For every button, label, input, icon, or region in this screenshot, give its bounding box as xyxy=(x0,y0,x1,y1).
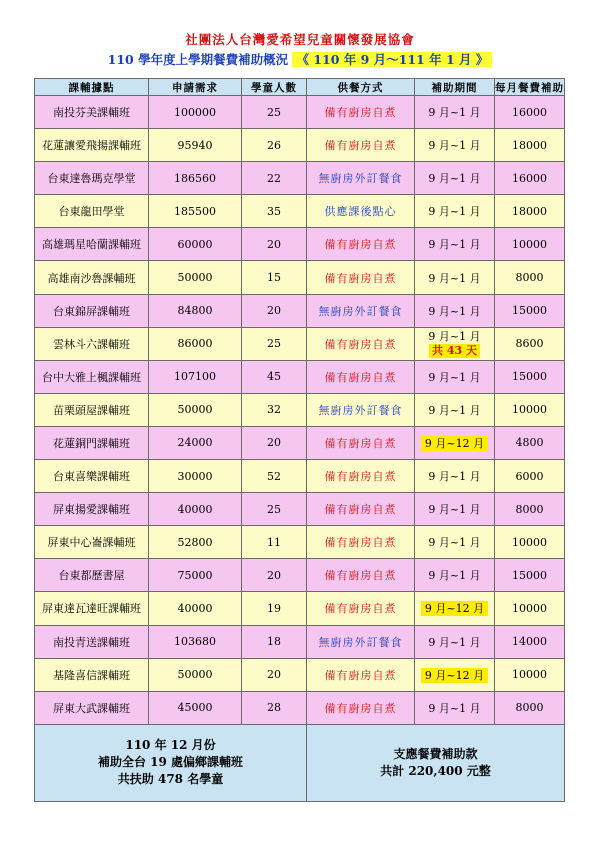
cell-students: 20 xyxy=(242,228,307,261)
cell-request: 84800 xyxy=(149,294,242,327)
cell-period xyxy=(415,393,495,426)
cell-period xyxy=(415,592,495,625)
cell-monthly: 18000 xyxy=(495,195,565,228)
table-row xyxy=(35,658,565,691)
table-row xyxy=(35,294,565,327)
summary-right xyxy=(307,724,565,801)
subtitle-text: 110 學年度上學期餐費補助概況 xyxy=(107,52,289,67)
table-row xyxy=(35,625,565,658)
cell-meal: 備有廚房自煮 xyxy=(307,493,415,526)
cell-monthly: 15000 xyxy=(495,360,565,393)
cell-request: 50000 xyxy=(149,658,242,691)
cell-monthly: 10000 xyxy=(495,592,565,625)
table-row xyxy=(35,129,565,162)
cell-request: 45000 xyxy=(149,691,242,724)
period-text: 9 月~1 月 xyxy=(428,329,481,343)
cell-request: 185500 xyxy=(149,195,242,228)
subsidy-table xyxy=(34,78,565,802)
table-row xyxy=(35,526,565,559)
cell-request: 40000 xyxy=(149,493,242,526)
cell-period xyxy=(415,360,495,393)
cell-request: 86000 xyxy=(149,327,242,360)
period-text: 9 月~1 月 xyxy=(428,205,481,219)
cell-students: 20 xyxy=(242,426,307,459)
cell-monthly: 6000 xyxy=(495,460,565,493)
summary-left xyxy=(35,724,307,801)
cell-period xyxy=(415,228,495,261)
org-title: 社團法人台灣愛希望兒童關懷發展協會 xyxy=(185,32,415,47)
col-header-meal: 供餐方式 xyxy=(307,79,415,96)
cell-request: 24000 xyxy=(149,426,242,459)
cell-students: 32 xyxy=(242,393,307,426)
table-row xyxy=(35,96,565,129)
cell-period xyxy=(415,129,495,162)
cell-meal: 備有廚房自煮 xyxy=(307,658,415,691)
cell-site: 高雄南沙魯課輔班 xyxy=(35,261,149,294)
period-text: 9 月~1 月 xyxy=(428,370,481,384)
cell-request: 52800 xyxy=(149,526,242,559)
table-header-row xyxy=(35,79,565,96)
cell-monthly: 8000 xyxy=(495,493,565,526)
cell-meal: 無廚房外訂餐食 xyxy=(307,294,415,327)
cell-request: 95940 xyxy=(149,129,242,162)
cell-students: 45 xyxy=(242,360,307,393)
col-header-site: 課輔據點 xyxy=(35,79,149,96)
cell-site: 南投芬美課輔班 xyxy=(35,96,149,129)
summary-month: 110 年 12 月份 xyxy=(125,738,216,753)
cell-monthly: 15000 xyxy=(495,559,565,592)
cell-period xyxy=(415,493,495,526)
cell-meal: 備有廚房自煮 xyxy=(307,129,415,162)
cell-monthly: 4800 xyxy=(495,426,565,459)
period-text: 9 月~1 月 xyxy=(428,139,481,153)
cell-students: 25 xyxy=(242,493,307,526)
cell-request: 186560 xyxy=(149,162,242,195)
period-text: 9 月~1 月 xyxy=(428,172,481,186)
period-text: 9 月~12 月 xyxy=(421,668,488,683)
cell-meal: 無廚房外訂餐食 xyxy=(307,625,415,658)
cell-site: 屏東揚愛課輔班 xyxy=(35,493,149,526)
cell-meal: 備有廚房自煮 xyxy=(307,261,415,294)
table-body xyxy=(35,96,565,725)
table-row xyxy=(35,393,565,426)
cell-meal: 備有廚房自煮 xyxy=(307,426,415,459)
period-text: 9 月~1 月 xyxy=(428,271,481,285)
period-text: 9 月~1 月 xyxy=(428,635,481,649)
table-row xyxy=(35,460,565,493)
cell-period xyxy=(415,460,495,493)
cell-site: 花蓮銅門課輔班 xyxy=(35,426,149,459)
cell-meal: 備有廚房自煮 xyxy=(307,327,415,360)
col-header-request: 申請需求 xyxy=(149,79,242,96)
table-row xyxy=(35,195,565,228)
cell-monthly: 8000 xyxy=(495,261,565,294)
cell-students: 25 xyxy=(242,96,307,129)
cell-students: 11 xyxy=(242,526,307,559)
table-row xyxy=(35,559,565,592)
summary-total: 共計 220,400 元整 xyxy=(380,763,491,778)
cell-meal: 供應課後點心 xyxy=(307,195,415,228)
cell-site: 基隆喜信課輔班 xyxy=(35,658,149,691)
cell-monthly: 10000 xyxy=(495,228,565,261)
cell-period xyxy=(415,691,495,724)
cell-students: 52 xyxy=(242,460,307,493)
cell-request: 50000 xyxy=(149,393,242,426)
col-header-period: 補助期間 xyxy=(415,79,495,96)
cell-site: 雲林斗六課輔班 xyxy=(35,327,149,360)
cell-monthly: 8000 xyxy=(495,691,565,724)
cell-monthly: 15000 xyxy=(495,294,565,327)
cell-students: 20 xyxy=(242,658,307,691)
table-row xyxy=(35,592,565,625)
table-row xyxy=(35,327,565,360)
cell-period xyxy=(415,294,495,327)
cell-request: 50000 xyxy=(149,261,242,294)
cell-meal: 備有廚房自煮 xyxy=(307,96,415,129)
cell-meal: 無廚房外訂餐食 xyxy=(307,393,415,426)
cell-meal: 無廚房外訂餐食 xyxy=(307,162,415,195)
period-text: 9 月~1 月 xyxy=(428,701,481,715)
period-text: 9 月~1 月 xyxy=(428,503,481,517)
period-text: 9 月~1 月 xyxy=(428,238,481,252)
col-header-monthly: 每月餐費補助 xyxy=(495,79,565,96)
cell-students: 28 xyxy=(242,691,307,724)
cell-meal: 備有廚房自煮 xyxy=(307,360,415,393)
period-text: 9 月~1 月 xyxy=(428,470,481,484)
cell-request: 100000 xyxy=(149,96,242,129)
cell-request: 30000 xyxy=(149,460,242,493)
cell-site: 花蓮讓愛飛揚課輔班 xyxy=(35,129,149,162)
cell-meal: 備有廚房自煮 xyxy=(307,526,415,559)
summary-subsidy-label: 支應餐費補助款 xyxy=(393,746,478,761)
report-subtitle xyxy=(0,50,600,68)
cell-site: 高雄瑪星哈蘭課輔班 xyxy=(35,228,149,261)
cell-monthly: 10000 xyxy=(495,393,565,426)
cell-students: 20 xyxy=(242,559,307,592)
cell-request: 40000 xyxy=(149,592,242,625)
period-text: 9 月~1 月 xyxy=(428,106,481,120)
cell-request: 103680 xyxy=(149,625,242,658)
cell-students: 22 xyxy=(242,162,307,195)
period-text: 9 月~1 月 xyxy=(428,403,481,417)
cell-site: 屏東中心崙課輔班 xyxy=(35,526,149,559)
cell-monthly: 14000 xyxy=(495,625,565,658)
cell-monthly: 18000 xyxy=(495,129,565,162)
table-row xyxy=(35,261,565,294)
cell-students: 18 xyxy=(242,625,307,658)
period-text: 9 月~1 月 xyxy=(428,569,481,583)
summary-children: 共扶助 478 名學童 xyxy=(117,772,224,787)
cell-meal: 備有廚房自煮 xyxy=(307,592,415,625)
cell-period xyxy=(415,195,495,228)
cell-site: 台東達魯瑪克學堂 xyxy=(35,162,149,195)
cell-site: 台中大雅上楓課輔班 xyxy=(35,360,149,393)
cell-site: 台東都歷書屋 xyxy=(35,559,149,592)
table-row xyxy=(35,162,565,195)
cell-meal: 備有廚房自煮 xyxy=(307,559,415,592)
cell-period xyxy=(415,162,495,195)
cell-monthly: 16000 xyxy=(495,96,565,129)
period-text: 9 月~12 月 xyxy=(421,436,488,451)
cell-period xyxy=(415,625,495,658)
cell-students: 26 xyxy=(242,129,307,162)
cell-meal: 備有廚房自煮 xyxy=(307,228,415,261)
cell-site: 苗栗頭屋課輔班 xyxy=(35,393,149,426)
table-row xyxy=(35,228,565,261)
cell-site: 屏東達瓦達旺課輔班 xyxy=(35,592,149,625)
cell-monthly: 10000 xyxy=(495,526,565,559)
cell-site: 台東龍田學堂 xyxy=(35,195,149,228)
period-text: 9 月~1 月 xyxy=(428,304,481,318)
summary-sites: 補助全台 19 處偏鄉課輔班 xyxy=(97,755,244,770)
table-row xyxy=(35,426,565,459)
cell-period xyxy=(415,559,495,592)
period-text: 9 月~12 月 xyxy=(421,601,488,616)
cell-students: 35 xyxy=(242,195,307,228)
cell-monthly: 8600 xyxy=(495,327,565,360)
cell-site: 台東喜樂課輔班 xyxy=(35,460,149,493)
cell-period xyxy=(415,658,495,691)
table-row xyxy=(35,493,565,526)
col-header-students: 學童人數 xyxy=(242,79,307,96)
cell-site: 南投青送課輔班 xyxy=(35,625,149,658)
cell-monthly: 10000 xyxy=(495,658,565,691)
cell-request: 107100 xyxy=(149,360,242,393)
cell-meal: 備有廚房自煮 xyxy=(307,460,415,493)
table-row xyxy=(35,691,565,724)
summary-row xyxy=(35,724,565,801)
cell-period xyxy=(415,261,495,294)
cell-students: 25 xyxy=(242,327,307,360)
cell-period xyxy=(415,426,495,459)
cell-students: 19 xyxy=(242,592,307,625)
cell-students: 20 xyxy=(242,294,307,327)
subtitle-period: 《 110 年 9 月～111 年 1 月 》 xyxy=(292,52,492,67)
cell-meal: 備有廚房自煮 xyxy=(307,691,415,724)
period-note: 共 43 天 xyxy=(429,344,480,358)
cell-request: 60000 xyxy=(149,228,242,261)
cell-site: 台東錦屏課輔班 xyxy=(35,294,149,327)
cell-students: 15 xyxy=(242,261,307,294)
cell-site: 屏東大武課輔班 xyxy=(35,691,149,724)
cell-monthly: 16000 xyxy=(495,162,565,195)
cell-request: 75000 xyxy=(149,559,242,592)
cell-period xyxy=(415,327,495,360)
cell-period xyxy=(415,526,495,559)
period-text: 9 月~1 月 xyxy=(428,536,481,550)
cell-period xyxy=(415,96,495,129)
table-row xyxy=(35,360,565,393)
